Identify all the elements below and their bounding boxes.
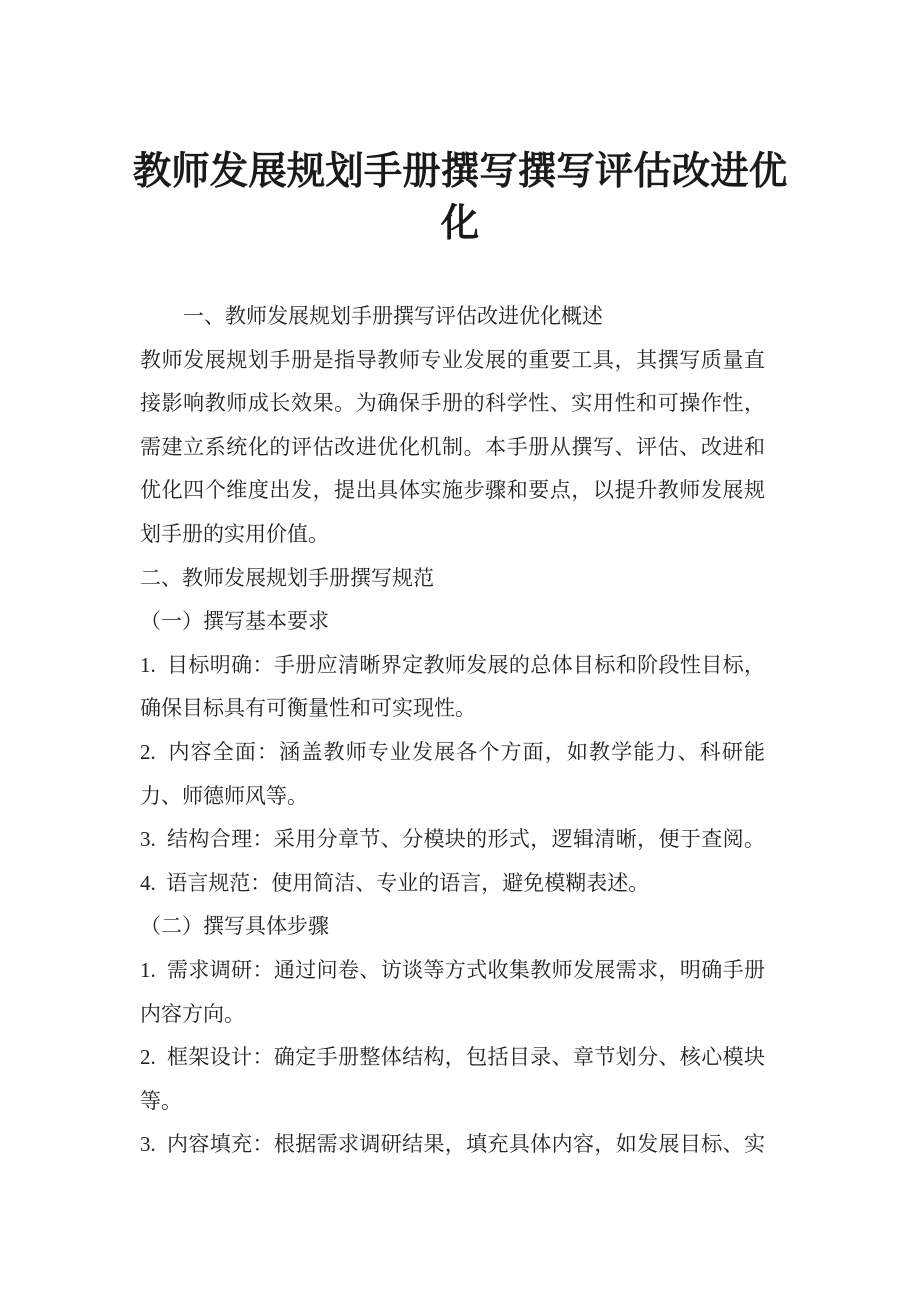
document-line: 2. 框架设计：确定手册整体结构，包括目录、章节划分、核心模块 [140, 1045, 765, 1070]
document-line: 内容方向。 [140, 1001, 245, 1026]
document-line: 4. 语言规范：使用简洁、专业的语言，避免模糊表述。 [140, 870, 650, 895]
document-line: 二、教师发展规划手册撰写规范 [140, 565, 434, 590]
document-line: 划手册的实用价值。 [140, 521, 329, 546]
document-line: （一）撰写基本要求 [140, 609, 329, 634]
document-line: 一、教师发展规划手册撰写评估改进优化概述 [183, 304, 603, 328]
document-body [140, 295, 765, 1167]
document-line: 接影响教师成长效果。为确保手册的科学性、实用性和可操作性， [140, 391, 765, 416]
document-line: （二）撰写具体步骤 [140, 914, 329, 939]
document-line: 3. 结构合理：采用分章节、分模块的形式，逻辑清晰，便于查阅。 [140, 827, 765, 852]
document-line: 力、师德师风等。 [140, 783, 308, 808]
document-line: 优化四个维度出发，提出具体实施步骤和要点，以提升教师发展规 [140, 478, 765, 503]
document-line: 1. 需求调研：通过问卷、访谈等方式收集教师发展需求，明确手册 [140, 957, 765, 982]
document-line: 等。 [140, 1088, 182, 1113]
document-title-line: 化 [440, 202, 480, 245]
document-line: 3. 内容填充：根据需求调研结果，填充具体内容，如发展目标、实 [140, 1132, 765, 1157]
document-line: 教师发展规划手册是指导教师专业发展的重要工具，其撰写质量直 [140, 347, 765, 372]
document-line: 需建立系统化的评估改进优化机制。本手册从撰写、评估、改进和 [140, 434, 765, 459]
document-line: 确保目标具有可衡量性和可实现性。 [140, 696, 476, 721]
document-title [0, 146, 920, 250]
document-title-line: 教师发展规划手册撰写撰写评估改进优 [132, 150, 788, 193]
document-line: 1. 目标明确：手册应清晰界定教师发展的总体目标和阶段性目标， [140, 652, 765, 677]
document-line: 2. 内容全面：涵盖教师专业发展各个方面，如教学能力、科研能 [140, 739, 765, 764]
